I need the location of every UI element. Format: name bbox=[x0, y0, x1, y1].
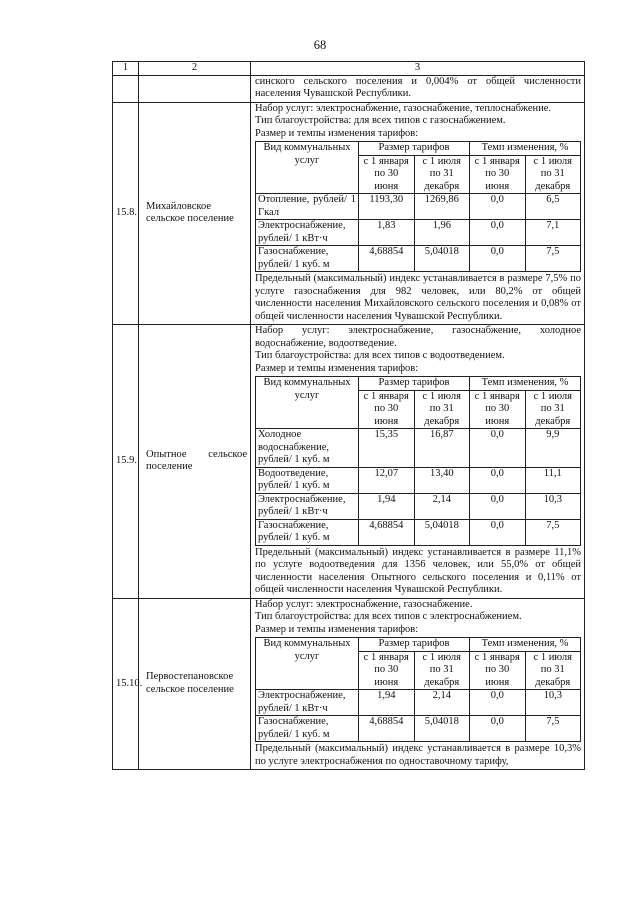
header-tariff-size: Размер тарифов bbox=[359, 638, 470, 652]
settlement-name: Михайловское сельское поселение bbox=[139, 102, 251, 325]
row-number: 15.8. bbox=[113, 102, 139, 325]
continuation-number-cell bbox=[113, 75, 139, 102]
header-jan-jun: с 1 января по 30 июня bbox=[470, 390, 526, 429]
header-change-rate: Темп изменения, % bbox=[470, 377, 581, 391]
services-set: Набор услуг: электроснабжение, газоснабжение, теплоснабжение. bbox=[255, 102, 552, 114]
continuation-place-cell bbox=[139, 75, 251, 102]
page-number: 68 bbox=[313, 38, 327, 52]
tariff-rate-2: 9,9 bbox=[525, 429, 581, 468]
tariff-row bbox=[256, 690, 581, 716]
tariff-rate-1: 0,0 bbox=[470, 690, 526, 716]
tariff-size-2: 5,04018 bbox=[414, 716, 470, 742]
tariff-size-1: 1,83 bbox=[359, 220, 415, 246]
tariff-rate-2: 6,5 bbox=[525, 194, 581, 220]
tariff-size-2: 13,40 bbox=[414, 467, 470, 493]
header-change-rate: Темп изменения, % bbox=[470, 638, 581, 652]
services-set: Набор услуг: электроснабжение, газоснабжение, холодное водоснабжение, водоотведение. bbox=[255, 325, 581, 349]
settlement-row bbox=[113, 102, 585, 325]
tariff-table bbox=[255, 376, 581, 546]
header-jan-jun: с 1 января по 30 июня bbox=[470, 155, 526, 194]
tariff-rate-1: 0,0 bbox=[470, 493, 526, 519]
tariff-row bbox=[256, 467, 581, 493]
continuation-text bbox=[251, 75, 585, 102]
tariff-rate-1: 0,0 bbox=[470, 429, 526, 468]
header-service-type: Вид коммунальных услуг bbox=[256, 638, 359, 690]
tariff-rate-2: 7,5 bbox=[525, 716, 581, 742]
tariff-header-row bbox=[256, 142, 581, 156]
header-jan-jun: с 1 января по 30 июня bbox=[359, 651, 415, 690]
tariff-rate-2: 10,3 bbox=[525, 493, 581, 519]
tariff-size-1: 1,94 bbox=[359, 690, 415, 716]
row-number: 15.9. bbox=[113, 325, 139, 599]
tariff-service: Газоснабжение, рублей/ 1 куб. м bbox=[256, 716, 359, 742]
tariff-service: Газоснабжение, рублей/ 1 куб. м bbox=[256, 246, 359, 272]
tariff-size-1: 4,68854 bbox=[359, 519, 415, 545]
tariff-rate-2: 7,1 bbox=[525, 220, 581, 246]
tariff-header-row bbox=[256, 638, 581, 652]
header-jul-dec: с 1 июля по 31 декабря bbox=[414, 651, 470, 690]
header-jan-jun: с 1 января по 30 июня bbox=[470, 651, 526, 690]
continuation-row bbox=[113, 75, 585, 102]
main-table bbox=[112, 61, 585, 770]
settlement-content bbox=[251, 325, 585, 599]
tariff-row bbox=[256, 220, 581, 246]
tariff-size-2: 5,04018 bbox=[414, 519, 470, 545]
tariff-service: Электроснабжение, рублей/ 1 кВт·ч bbox=[256, 493, 359, 519]
continuation-line: населения Чувашской Республики. bbox=[255, 88, 411, 99]
tariff-rate-2: 7,5 bbox=[525, 519, 581, 545]
tariff-row bbox=[256, 194, 581, 220]
tariff-row bbox=[256, 493, 581, 519]
tariff-size-1: 1,94 bbox=[359, 493, 415, 519]
header-jul-dec: с 1 июля по 31 декабря bbox=[414, 390, 470, 429]
header-jan-jun: с 1 января по 30 июня bbox=[359, 155, 415, 194]
tariff-heading: Размер и темпы изменения тарифов: bbox=[255, 623, 419, 635]
tariff-size-2: 2,14 bbox=[414, 493, 470, 519]
tariff-size-2: 2,14 bbox=[414, 690, 470, 716]
tariff-rate-2: 11,1 bbox=[525, 467, 581, 493]
header-change-rate: Темп изменения, % bbox=[470, 142, 581, 156]
tariff-table bbox=[255, 141, 581, 272]
tariff-service: Холодное водоснабжение, рублей/ 1 куб. м bbox=[256, 429, 359, 468]
column-header-3: 3 bbox=[251, 62, 585, 76]
row-number: 15.10. bbox=[113, 598, 139, 770]
amenity-type: Тип благоустройства: для всех типов с газоснабжением. bbox=[255, 115, 506, 126]
settlement-row bbox=[113, 325, 585, 599]
tariff-size-2: 1269,86 bbox=[414, 194, 470, 220]
tariff-service: Электроснабжение, рублей/ 1 кВт·ч bbox=[256, 690, 359, 716]
amenity-type: Тип благоустройства: для всех типов с электроснабжением. bbox=[255, 611, 522, 622]
tariff-row bbox=[256, 716, 581, 742]
services-set: Набор услуг: электроснабжение, газоснабжение. bbox=[255, 598, 473, 610]
settlement-name: Опытное сельское поселение bbox=[139, 325, 251, 599]
tariff-row bbox=[256, 246, 581, 272]
tariff-rate-1: 0,0 bbox=[470, 220, 526, 246]
tariff-service: Отопление, рублей/ 1 Гкал bbox=[256, 194, 359, 220]
tariff-size-1: 4,68854 bbox=[359, 246, 415, 272]
settlement-name: Первостепановское сельское поселение bbox=[139, 598, 251, 770]
settlement-content bbox=[251, 102, 585, 325]
amenity-type: Тип благоустройства: для всех типов с водоотведением. bbox=[255, 350, 505, 361]
limit-index-note: Предельный (максимальный) индекс устанавливается в размере 7,5% по услуге газоснабжения для 982 человек, или 80,2% от общей численности населения Михайловского сельского поселения и 0,08% от общей численности населения Чувашской Республики. bbox=[255, 273, 581, 322]
tariff-rate-1: 0,0 bbox=[470, 467, 526, 493]
header-tariff-size: Размер тарифов bbox=[359, 142, 470, 156]
tariff-service: Газоснабжение, рублей/ 1 куб. м bbox=[256, 519, 359, 545]
tariff-size-2: 1,96 bbox=[414, 220, 470, 246]
tariff-row bbox=[256, 519, 581, 545]
tariff-table bbox=[255, 637, 581, 742]
tariff-heading: Размер и темпы изменения тарифов: bbox=[255, 127, 419, 139]
tariff-size-1: 15,35 bbox=[359, 429, 415, 468]
tariff-service: Водоотведение, рублей/ 1 куб. м bbox=[256, 467, 359, 493]
tariff-size-2: 5,04018 bbox=[414, 246, 470, 272]
settlement-row bbox=[113, 598, 585, 770]
column-header-2: 2 bbox=[139, 62, 251, 76]
header-service-type: Вид коммунальных услуг bbox=[256, 377, 359, 429]
tariff-rate-2: 7,5 bbox=[525, 246, 581, 272]
tariff-rate-1: 0,0 bbox=[470, 246, 526, 272]
header-jul-dec: с 1 июля по 31 декабря bbox=[414, 155, 470, 194]
tariff-rate-1: 0,0 bbox=[470, 519, 526, 545]
tariff-size-1: 4,68854 bbox=[359, 716, 415, 742]
continuation-line: синского сельского поселения и 0,004% от общей численности bbox=[255, 75, 581, 87]
tariff-size-1: 1193,30 bbox=[359, 194, 415, 220]
header-tariff-size: Размер тарифов bbox=[359, 377, 470, 391]
tariff-rate-1: 0,0 bbox=[470, 194, 526, 220]
limit-index-note: Предельный (максимальный) индекс устанавливается в размере 10,3% по услуге электроснабжения по одноставочному тарифу, bbox=[255, 743, 581, 767]
column-header-1: 1 bbox=[113, 62, 139, 76]
tariff-heading: Размер и темпы изменения тарифов: bbox=[255, 362, 419, 374]
limit-index-note: Предельный (максимальный) индекс устанавливается в размере 11,1% по услуге водоотведения для 1356 человек, или 55,0% от общей численности населения Опытного сельского поселения и 0,11% от общей численности населения Чувашской Республики. bbox=[255, 546, 581, 595]
tariff-size-2: 16,87 bbox=[414, 429, 470, 468]
header-service-type: Вид коммунальных услуг bbox=[256, 142, 359, 194]
header-jul-dec: с 1 июля по 31 декабря bbox=[525, 651, 581, 690]
header-jan-jun: с 1 января по 30 июня bbox=[359, 390, 415, 429]
tariff-service: Электроснабжение, рублей/ 1 кВт·ч bbox=[256, 220, 359, 246]
column-header-row bbox=[113, 62, 585, 76]
header-jul-dec: с 1 июля по 31 декабря bbox=[525, 155, 581, 194]
tariff-row bbox=[256, 429, 581, 468]
tariff-rate-2: 10,3 bbox=[525, 690, 581, 716]
tariff-rate-1: 0,0 bbox=[470, 716, 526, 742]
tariff-size-1: 12,07 bbox=[359, 467, 415, 493]
header-jul-dec: с 1 июля по 31 декабря bbox=[525, 390, 581, 429]
settlement-content bbox=[251, 598, 585, 770]
tariff-header-row bbox=[256, 377, 581, 391]
